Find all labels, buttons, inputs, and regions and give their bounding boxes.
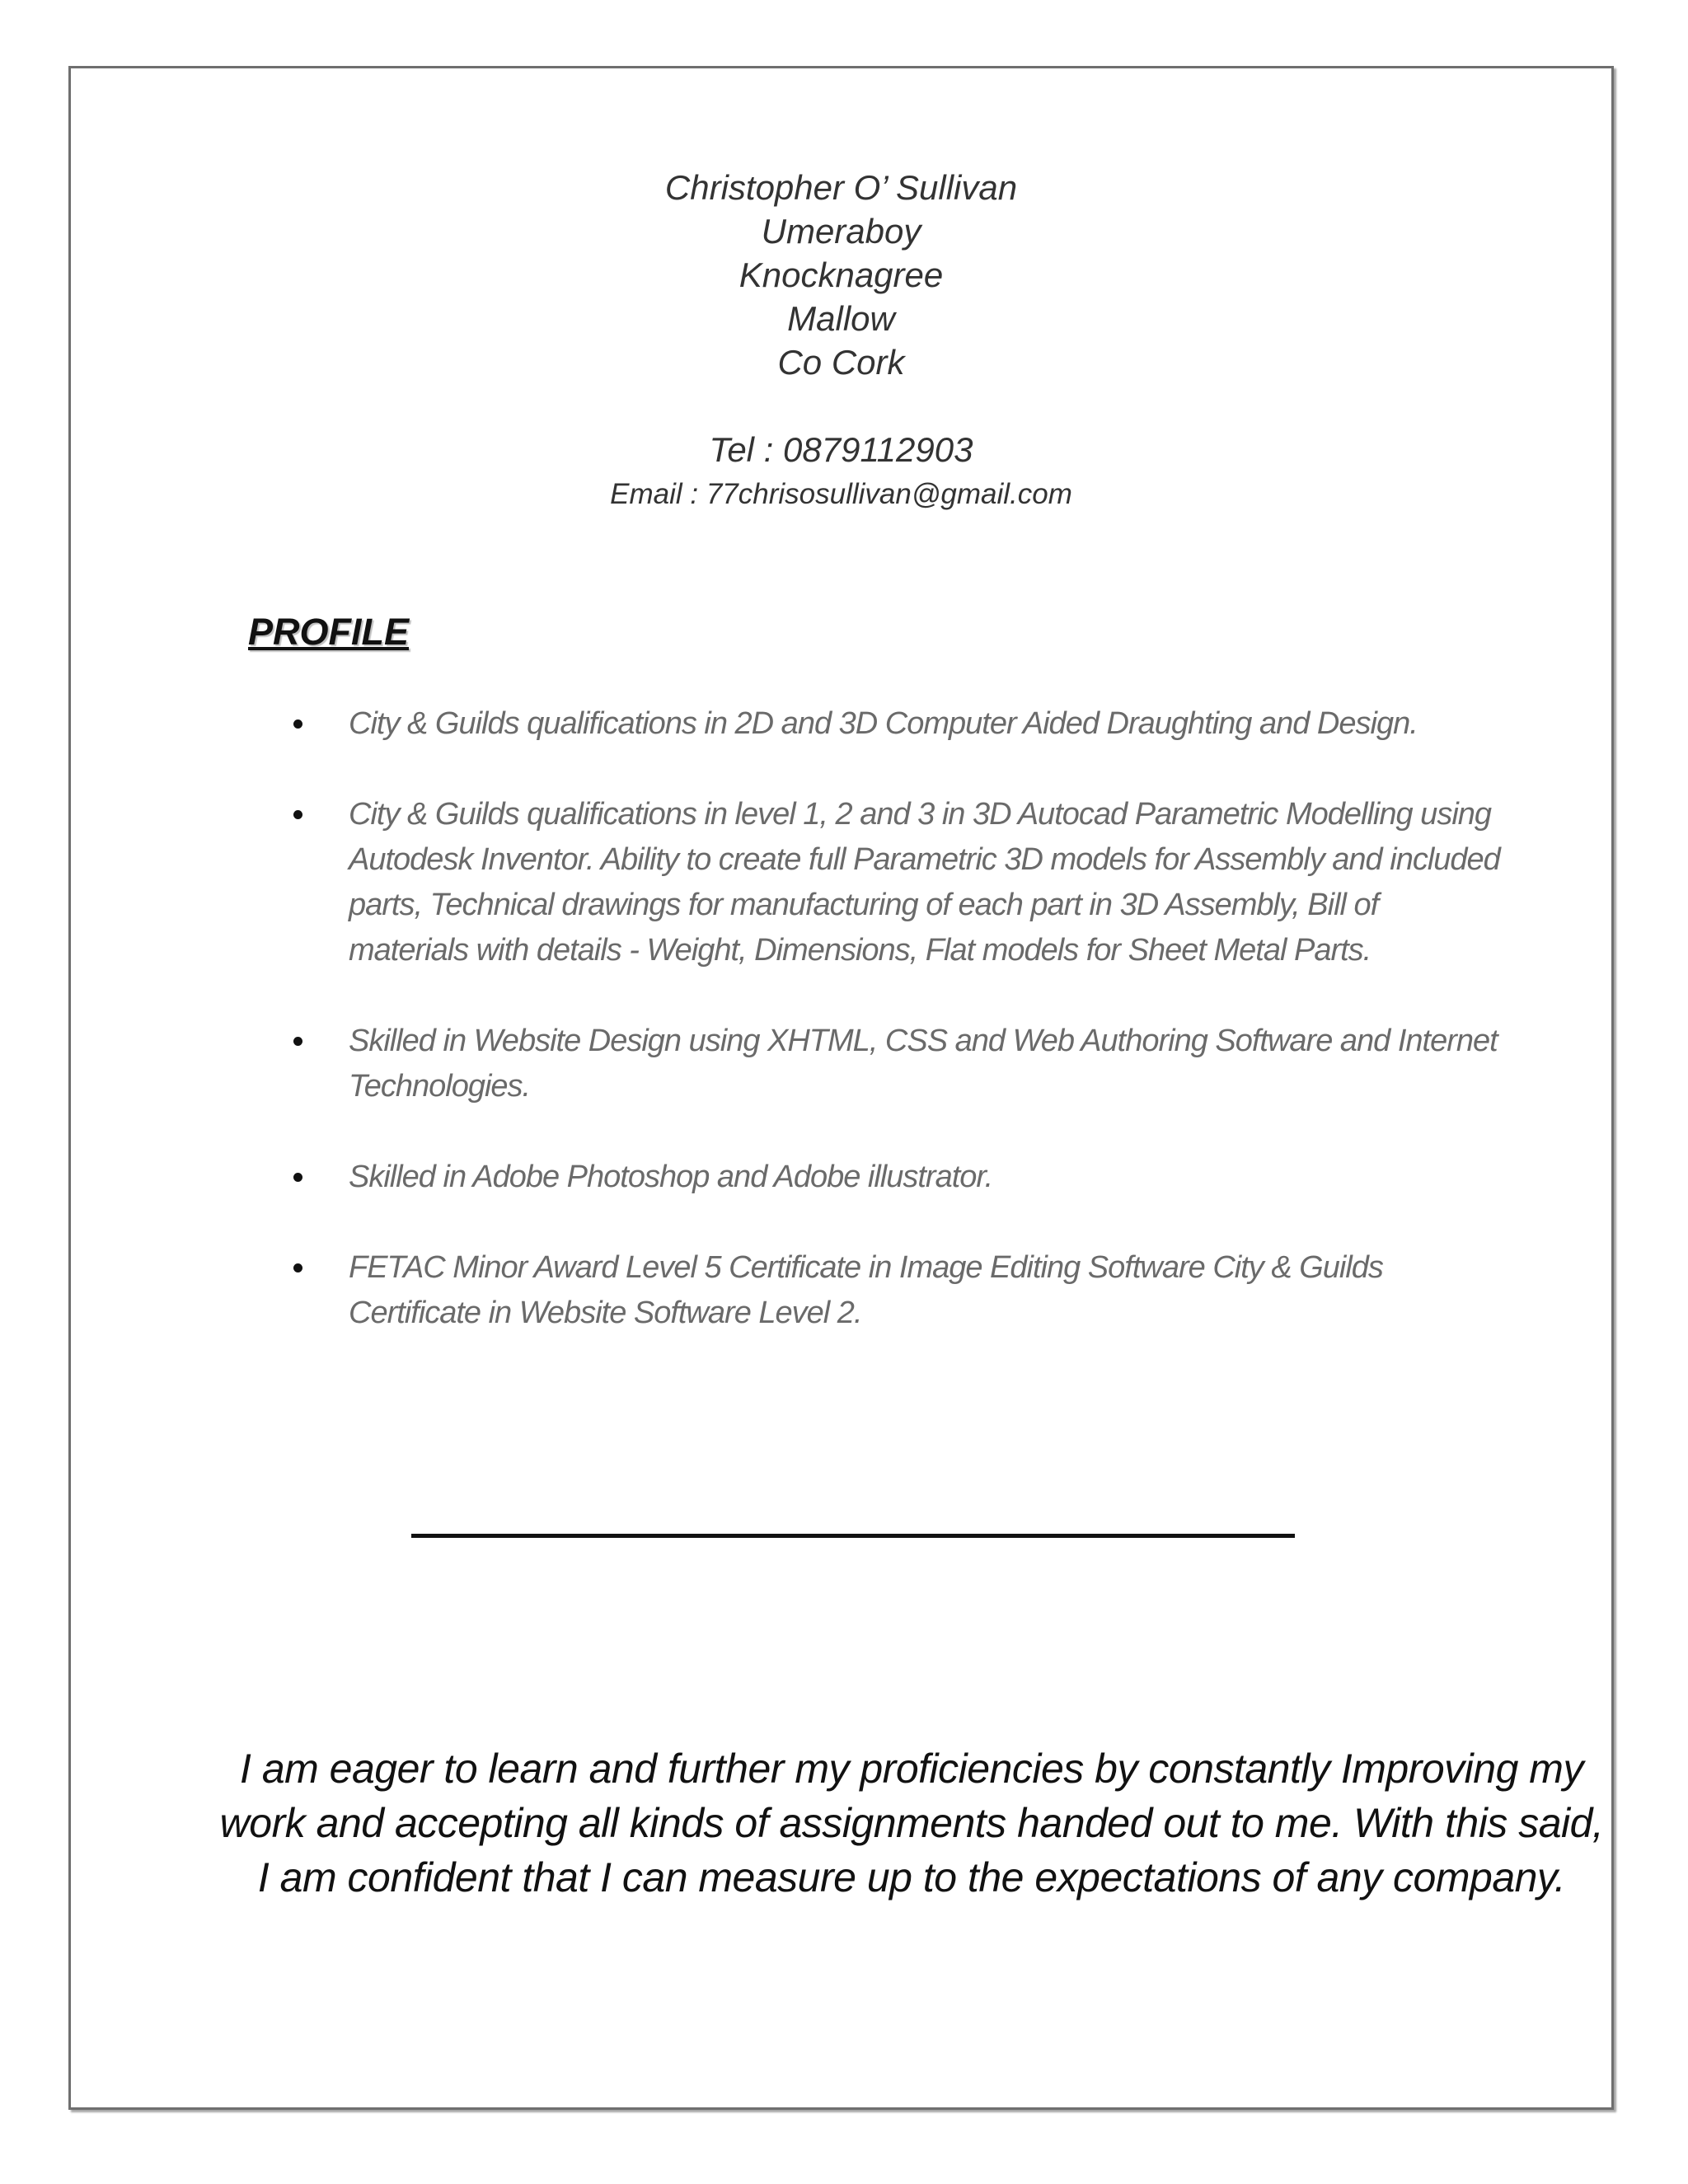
list-item <box>293 1019 1505 1109</box>
page-frame <box>68 66 1614 2110</box>
divider <box>411 1534 1295 1538</box>
bullet-icon <box>293 1037 302 1046</box>
closing-statement: I am eager to learn and further my proficiencies by constantly Improving my work and accepting all kinds of assignments handed out to me. With this said, I am confident that I can measure up to the expectations of any company. <box>219 1746 1604 1900</box>
list-item <box>293 792 1505 973</box>
contact-header <box>71 166 1611 518</box>
profile-heading: PROFILE <box>248 611 410 653</box>
list-item <box>293 701 1505 747</box>
telephone: Tel : 0879112903 <box>709 430 973 469</box>
address-line-3: Mallow <box>787 299 895 338</box>
bullet-icon <box>293 719 302 729</box>
list-item <box>293 1155 1505 1200</box>
list-item-text: FETAC Minor Award Level 5 Certificate in Image Editing Software City & Guilds Certificate in Website Software Level 2. <box>349 1250 1383 1330</box>
list-item-text: City & Guilds qualifications in 2D and 3D Computer Aided Draughting and Design. <box>349 706 1418 741</box>
bullet-icon <box>293 810 302 819</box>
address-line-2: Knocknagree <box>738 255 944 294</box>
list-item-text: City & Guilds qualifications in level 1, 2 and 3 in 3D Autocad Parametric Modelling using Autodesk Inventor. Ability to create full Parametric 3D models for Assembly and included parts, Technical drawings for manufacturing of each part in 3D Assembly, Bill of materials with details - Weight, Dimensions, Flat models for Sheet Metal Parts. <box>349 797 1500 968</box>
list-item-text: Skilled in Adobe Photoshop and Adobe illustrator. <box>349 1160 993 1194</box>
list-item <box>293 1245 1505 1336</box>
email: Email : 77chrisosullivan@gmail.com <box>610 478 1072 510</box>
bullet-icon <box>293 1263 302 1272</box>
applicant-name: Christopher O’ Sullivan <box>664 168 1018 207</box>
address-line-4: Co Cork <box>777 343 905 382</box>
address-line-1: Umeraboy <box>761 212 921 251</box>
list-item-text: Skilled in Website Design using XHTML, CSS and Web Authoring Software and Internet Technologies. <box>349 1024 1498 1104</box>
bullet-icon <box>293 1173 302 1182</box>
profile-list <box>293 701 1505 1381</box>
